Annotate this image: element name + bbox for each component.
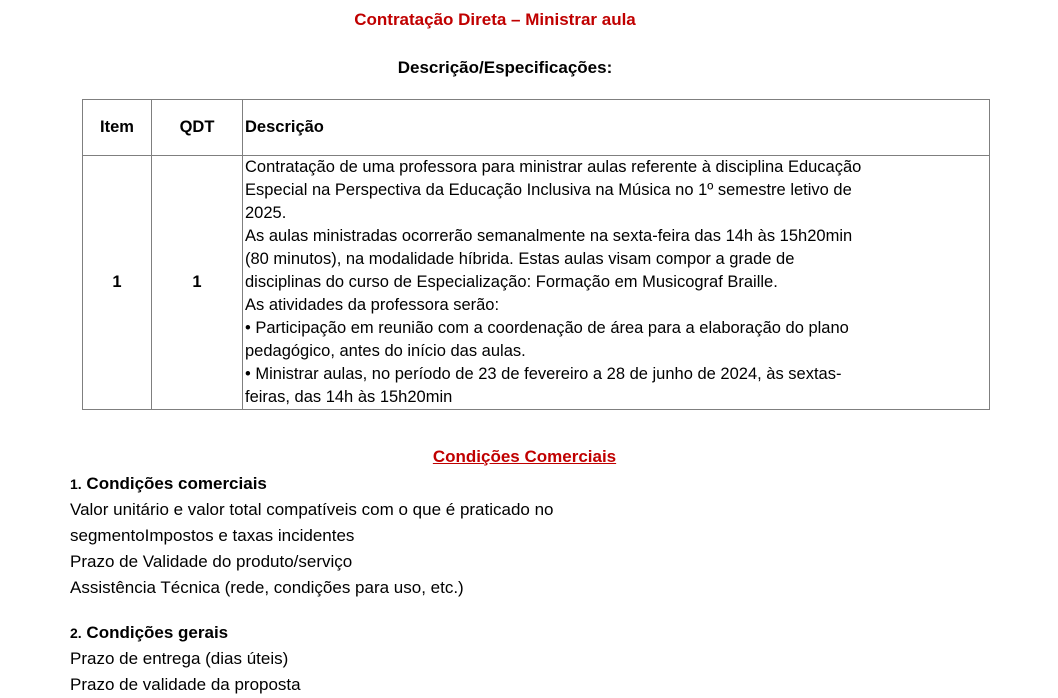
commercial-conditions-heading [70, 471, 554, 497]
condition-line: Assistência Técnica (rede, condições para uso, etc.) [70, 578, 464, 597]
section-title-commercial: Condições Comerciais [432, 447, 617, 466]
table-header-row [83, 100, 990, 156]
description-line: Contratação de uma professora para ministrar aulas referente à disciplina Educação [245, 158, 862, 176]
description-line: As atividades da professora serão: [245, 296, 500, 314]
description-line: (80 minutos), na modalidade híbrida. Estas aulas visam compor a grade de [245, 250, 795, 268]
commercial-conditions-block [70, 471, 554, 601]
description-line: • Ministrar aulas, no período de 23 de fevereiro a 28 de junho de 2024, às sextas- [245, 365, 842, 383]
general-conditions-heading [70, 620, 301, 646]
description-line: 2025. [245, 204, 287, 222]
cell-descricao [243, 156, 990, 410]
condition-line: Prazo de entrega (dias úteis) [70, 649, 289, 668]
document-subtitle: Descrição/Especificações: [397, 58, 613, 77]
description-line: disciplinas do curso de Especialização: Formação em Musicograf Braille. [245, 273, 778, 291]
description-line: pedagógico, antes do início das aulas. [245, 342, 526, 360]
description-line: As aulas ministradas ocorrerão semanalmente na sexta-feira das 14h às 15h20min [245, 227, 853, 245]
specification-table [82, 99, 990, 410]
condition-line: Prazo de Validade do produto/serviço [70, 552, 353, 571]
condition-line: segmentoImpostos e taxas incidentes [70, 526, 355, 545]
description-line: Especial na Perspectiva da Educação Inclusiva na Música no 1º semestre letivo de [245, 181, 852, 199]
heading-number: 2. [70, 625, 82, 641]
table-row [83, 156, 990, 410]
document-title: Contratação Direta – Ministrar aula [354, 10, 636, 29]
header-qdt: QDT [152, 100, 243, 156]
condition-line: Prazo de validade da proposta [70, 675, 301, 694]
cell-qdt: 1 [152, 156, 243, 410]
description-line: feiras, das 14h às 15h20min [245, 388, 453, 406]
heading-text: Condições gerais [81, 623, 229, 642]
cell-item: 1 [83, 156, 152, 410]
heading-text: Condições comerciais [81, 474, 267, 493]
heading-number: 1. [70, 476, 82, 492]
description-line: • Participação em reunião com a coordenação de área para a elaboração do plano [245, 319, 849, 337]
condition-line: Valor unitário e valor total compatíveis com o que é praticado no [70, 500, 554, 519]
general-conditions-block [70, 620, 301, 698]
header-item: Item [83, 100, 152, 156]
header-descricao: Descrição [243, 100, 990, 156]
